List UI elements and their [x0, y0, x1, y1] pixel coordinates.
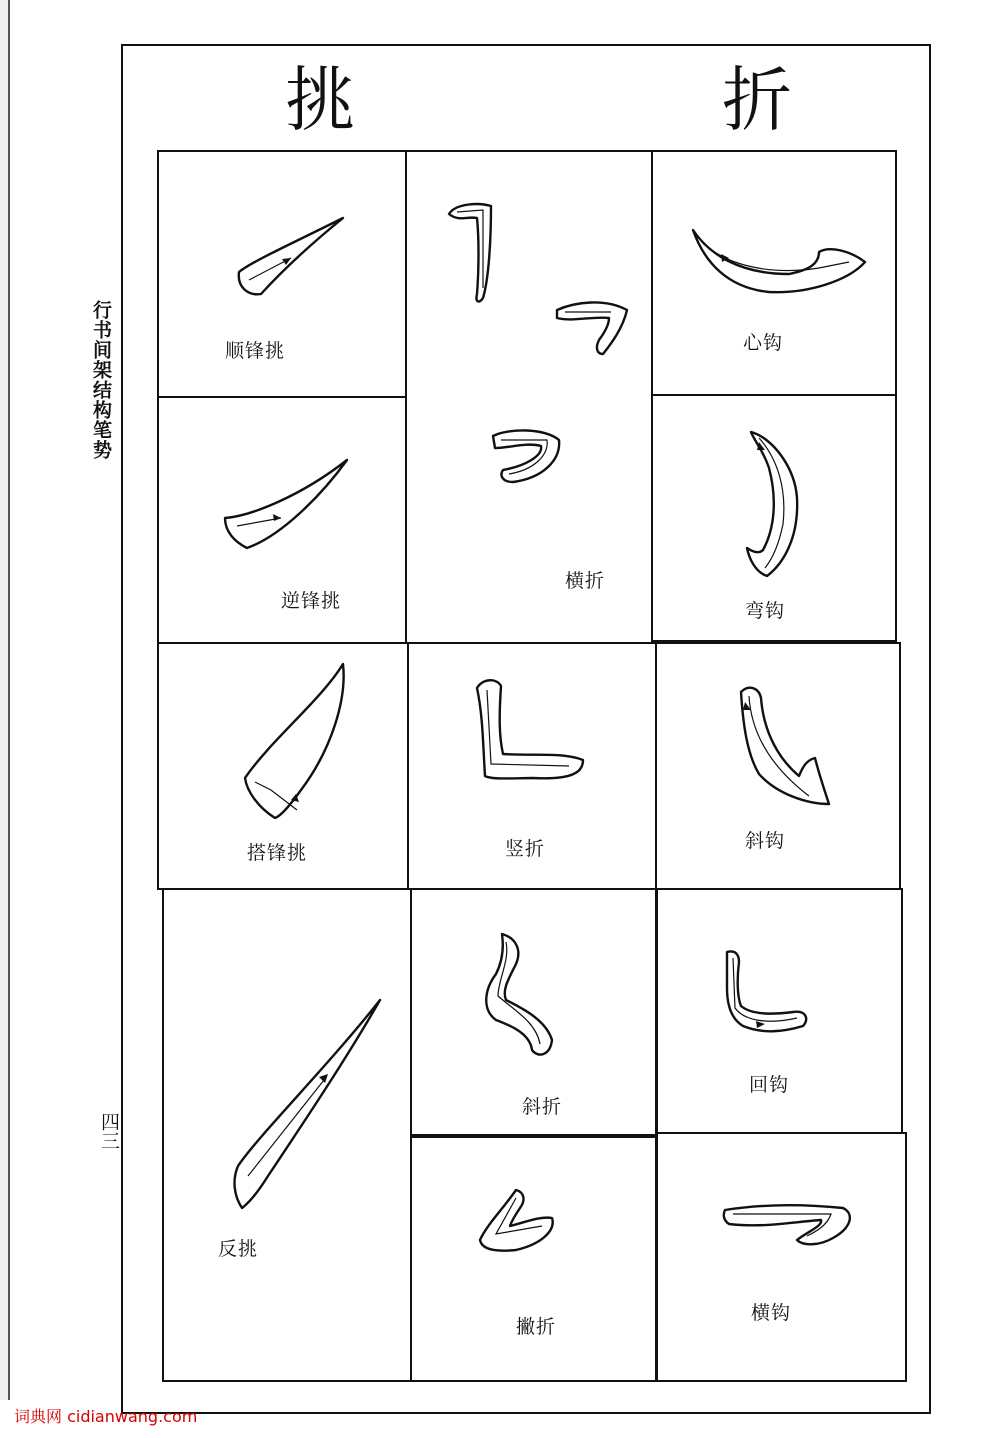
book-spine-edge [0, 0, 10, 1400]
page-number: 四三 [98, 1112, 120, 1150]
site-watermark: 词典网 cidianwang.com [14, 1407, 198, 1426]
ni-feng-tiao-stroke-icon [221, 456, 351, 556]
cell-heng-gou [655, 1132, 907, 1382]
xie-zhe-stroke-icon [482, 930, 572, 1060]
label-heng-gou: 横钩 [751, 1302, 792, 1324]
cell-fan-tiao [162, 888, 412, 1382]
heng-zhe-stroke-3-icon [489, 426, 569, 486]
label-fan-tiao: 反挑 [218, 1238, 259, 1260]
cell-wan-gou [651, 394, 897, 642]
heng-gou-stroke-icon [723, 1200, 857, 1250]
label-shun-feng-tiao: 顺锋挑 [225, 340, 286, 362]
label-xie-gou: 斜钩 [745, 830, 786, 852]
heading-tiao: 挑 [285, 59, 355, 141]
cell-da-feng-tiao [157, 642, 409, 890]
pie-zhe-stroke-icon [476, 1186, 566, 1256]
hui-gou-stroke-icon [723, 948, 813, 1038]
label-ni-feng-tiao: 逆锋挑 [281, 590, 342, 612]
label-wan-gou: 弯钩 [745, 600, 786, 622]
cell-heng-zhe [405, 150, 653, 644]
label-xin-gou: 心钩 [743, 332, 784, 354]
label-xie-zhe: 斜折 [522, 1096, 563, 1118]
da-feng-tiao-stroke-icon [241, 660, 361, 820]
cell-xie-gou [655, 642, 901, 890]
cell-xin-gou [651, 150, 897, 396]
heng-zhe-stroke-2-icon [555, 296, 635, 360]
xie-gou-stroke-icon [737, 684, 837, 814]
cell-shun-feng-tiao [157, 150, 407, 398]
vertical-section-title: 行书间架结构笔势 [90, 300, 112, 460]
heng-zhe-stroke-1-icon [447, 198, 507, 308]
cell-ni-feng-tiao [157, 396, 407, 644]
wan-gou-stroke-icon [743, 428, 803, 578]
label-hui-gou: 回钩 [749, 1074, 790, 1096]
label-heng-zhe: 横折 [565, 570, 606, 592]
label-shu-zhe: 竖折 [505, 838, 546, 860]
label-da-feng-tiao: 搭锋挑 [247, 842, 308, 864]
shun-feng-tiao-stroke-icon [231, 214, 351, 304]
cell-xie-zhe [410, 888, 658, 1138]
cell-shu-zhe [407, 642, 657, 890]
fan-tiao-stroke-icon [228, 996, 388, 1216]
xin-gou-stroke-icon [689, 224, 869, 304]
shu-zhe-stroke-icon [473, 676, 593, 786]
label-pie-zhe: 撇折 [516, 1316, 557, 1338]
cell-pie-zhe [410, 1134, 658, 1382]
heading-zhe: 折 [722, 59, 792, 141]
cell-hui-gou [655, 888, 903, 1134]
